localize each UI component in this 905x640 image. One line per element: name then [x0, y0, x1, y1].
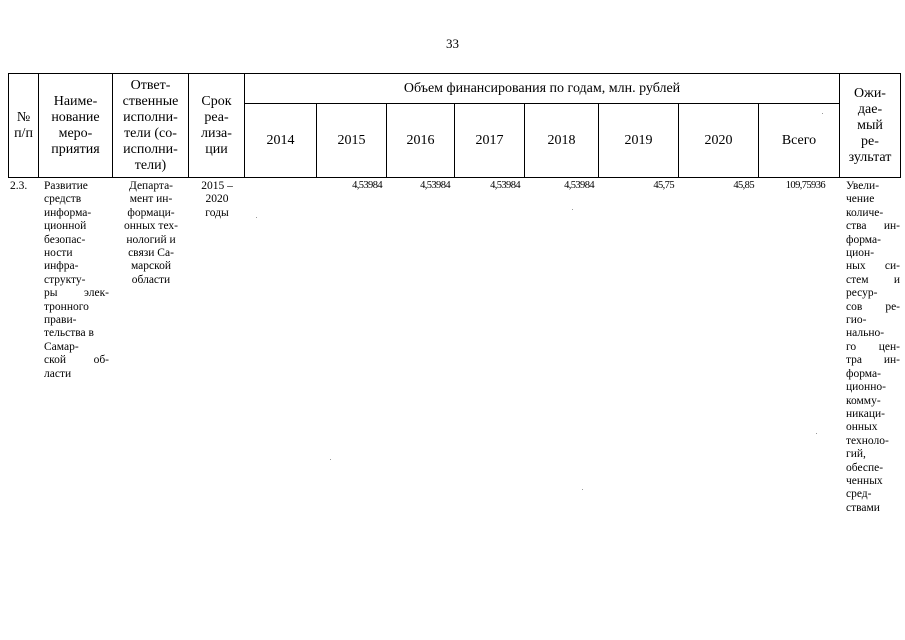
row-name: Развитие средств информа- ционной безопас- ности инфра- структу- ры элек- тронного прави- тельства в Самар- ской об- ласти [44, 180, 109, 380]
header-responsible: Ответ- ственные исполни- тели (со- исполни- тели) [122, 77, 179, 173]
header-year-2020: 2020 [704, 132, 733, 148]
header-year-2016: 2016 [406, 132, 435, 148]
row-expected-result: Увели- чение количе- ства ин- форма- цион- ных си- стем и ресур- сов ре- гио- нально- го цен- тра ин- форма- ционно- комму- никаци- онных техноло- гий, обеспе- ченных сред- ствами [846, 180, 900, 514]
value-2019: 45,75 [653, 180, 674, 191]
col-border [900, 73, 901, 177]
header-expected-result: Ожи- дае- мый ре- зультат [848, 85, 892, 165]
value-2017: 4,53984 [490, 180, 520, 191]
header-name: Наиме- нование меро- приятия [51, 93, 100, 157]
header-year-2014: 2014 [266, 132, 295, 148]
scan-speck [582, 489, 583, 490]
scan-speck [256, 217, 257, 218]
scan-speck [816, 433, 817, 434]
scan-speck [822, 113, 823, 114]
scan-speck [572, 209, 573, 210]
value-2015: 4,53984 [352, 180, 382, 191]
row-responsible: Департа- мент ин- формаци- онных тех- нологий и связи Са- марской области [124, 180, 178, 286]
value-2018: 4,53984 [564, 180, 594, 191]
page-number: 33 [446, 36, 459, 51]
row-number: 2.3. [10, 180, 28, 192]
scan-speck [330, 459, 331, 460]
header-num: № п/п [14, 109, 33, 141]
header-total: Всего [781, 132, 817, 148]
header-year-2015: 2015 [337, 132, 366, 148]
value-total: 109,75936 [785, 180, 825, 191]
row-term: 2015 – 2020 годы [201, 180, 233, 219]
header-year-2017: 2017 [475, 132, 504, 148]
header-term: Срок реа- лиза- ции [201, 93, 232, 157]
value-2016: 4,53984 [420, 180, 450, 191]
header-year-2018: 2018 [547, 132, 576, 148]
header-year-2019: 2019 [624, 132, 653, 148]
value-2020: 45,85 [733, 180, 754, 191]
financing-table [8, 73, 901, 553]
header-bottom-border [8, 177, 901, 178]
header-financing-title: Объем финансирования по годам, млн. рублей [403, 80, 681, 96]
